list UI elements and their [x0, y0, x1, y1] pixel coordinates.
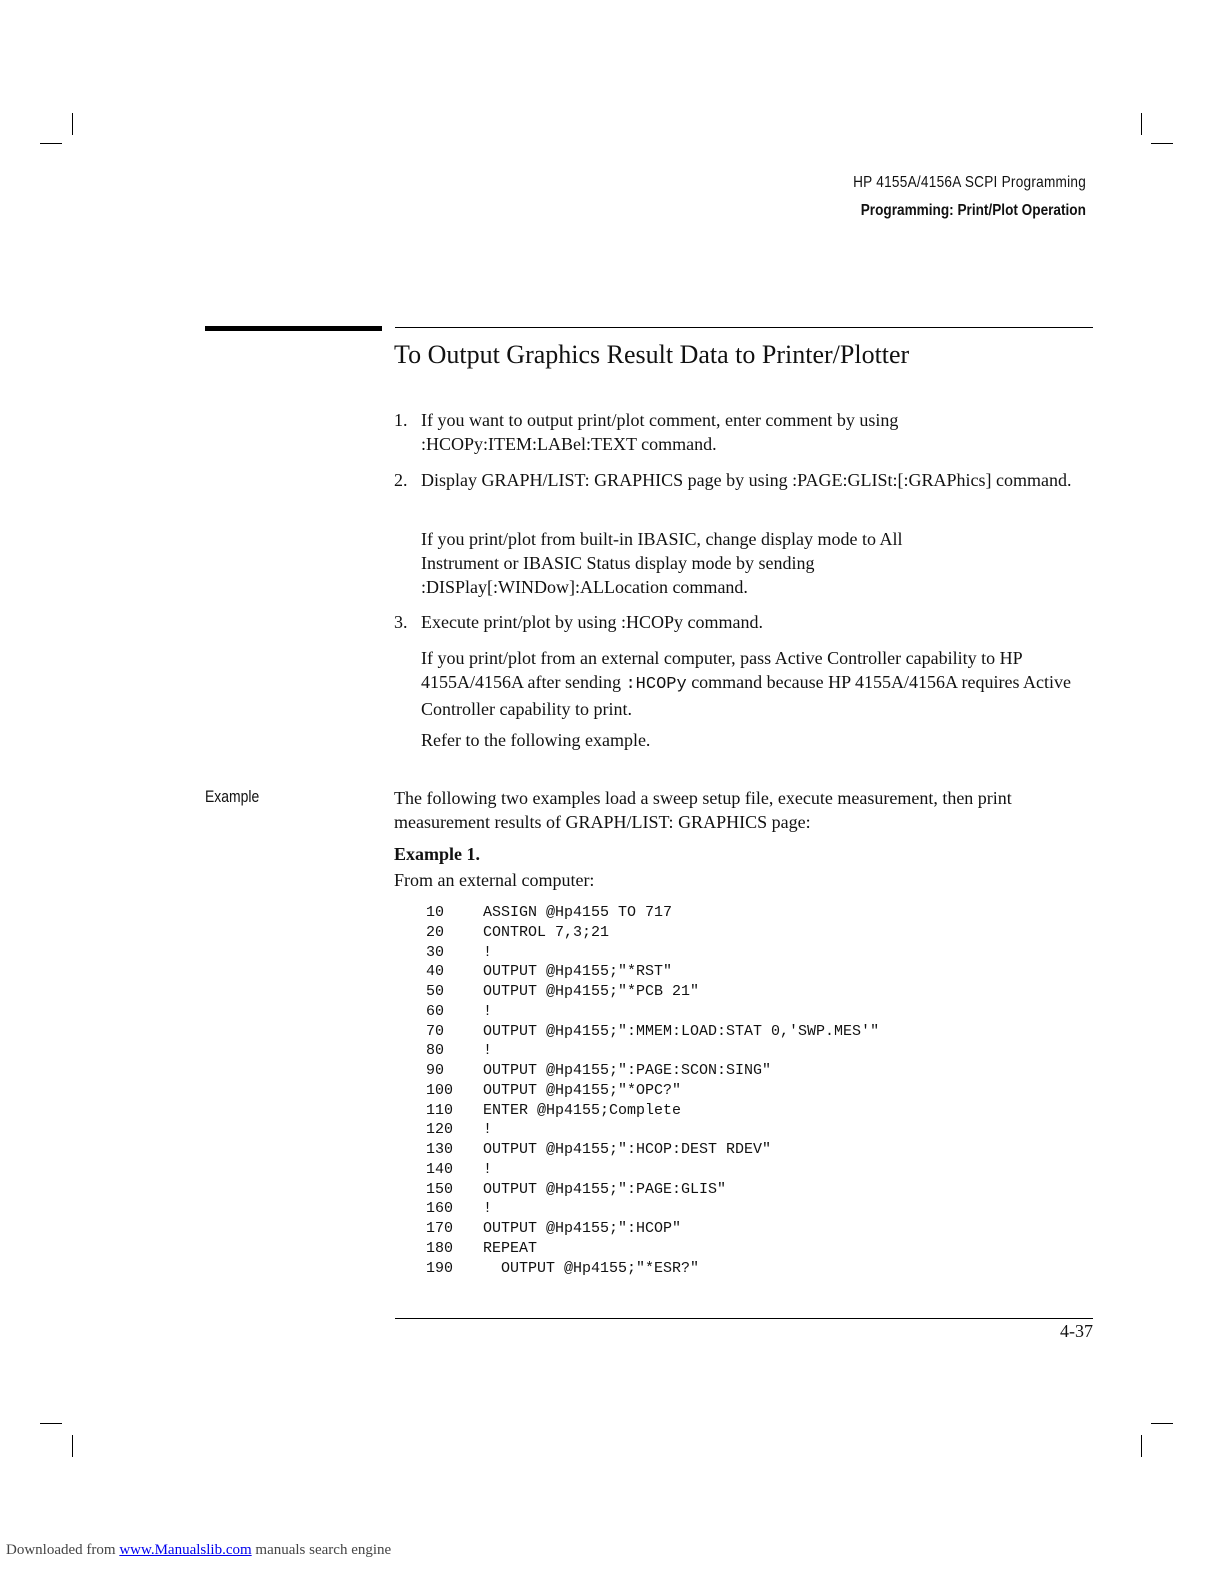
code-line	[426, 1239, 879, 1259]
code-line	[426, 1219, 879, 1239]
note-text: command because HP 4155A/4156A requires Active Controller capability to print.	[421, 672, 1071, 719]
code-line	[426, 1259, 879, 1279]
code-line-number: 130	[426, 1141, 454, 1158]
crop-mark	[1151, 1423, 1173, 1424]
code-line-number: 140	[426, 1160, 454, 1178]
code-line-text: OUTPUT @Hp4155;":PAGE:SCON:SING"	[483, 1062, 772, 1079]
code-line-number: 160	[426, 1200, 454, 1218]
footer-rule	[395, 1318, 1093, 1319]
step-text: Execute print/plot by using :HCOPy command.	[421, 612, 763, 632]
code-line-text: !	[483, 943, 493, 961]
code-line-text: REPEAT	[483, 1239, 538, 1257]
crop-mark	[1151, 143, 1173, 144]
code-line-text: OUTPUT @Hp4155;"*ESR?"	[483, 1259, 700, 1277]
code-line	[426, 923, 879, 943]
crop-mark	[40, 1423, 62, 1424]
code-line	[426, 943, 879, 963]
code-line-number: 110	[426, 1101, 454, 1119]
code-line-text: OUTPUT @Hp4155;":MMEM:LOAD:STAT 0,'SWP.MES'"	[483, 1022, 880, 1040]
code-line	[426, 982, 879, 1002]
step-3-note-2: Refer to the following example.	[421, 730, 651, 750]
crop-mark	[1141, 1435, 1142, 1457]
code-line-number: 10	[426, 904, 445, 921]
code-line-text: !	[483, 1121, 493, 1139]
crop-mark	[72, 1435, 73, 1457]
code-line-number: 20	[426, 923, 445, 941]
code-line-number: 190	[426, 1259, 454, 1277]
code-line	[426, 1002, 879, 1022]
crop-mark	[40, 143, 62, 144]
footer-prefix: Downloaded from	[6, 1542, 120, 1558]
step-number: 2.	[394, 470, 408, 490]
code-line	[426, 962, 879, 982]
section-rule-thin	[395, 327, 1093, 328]
code-line	[426, 1199, 879, 1219]
code-line-text: OUTPUT @Hp4155;"*RST"	[483, 963, 673, 981]
code-line-text: ENTER @Hp4155;Complete	[483, 1101, 682, 1119]
step-text: If you want to output print/plot comment, enter comment by using :HCOPy:ITEM:LABel:TEXT command.	[421, 410, 899, 454]
page-number: 4-37	[1060, 1321, 1093, 1341]
code-listing	[426, 903, 879, 1278]
code-line	[426, 1041, 879, 1061]
code-line-number: 60	[426, 1002, 445, 1020]
code-line-number: 100	[426, 1081, 454, 1099]
code-line-number: 70	[426, 1022, 445, 1040]
step-2	[394, 468, 1094, 516]
code-line-number: 180	[426, 1239, 454, 1257]
code-line-text: !	[483, 1200, 493, 1218]
code-line-number: 40	[426, 963, 445, 981]
code-line-number: 170	[426, 1220, 454, 1237]
running-header-title: HP 4155A/4156A SCPI Programming	[853, 174, 1086, 191]
code-line-number: 50	[426, 983, 445, 1000]
code-line-text: OUTPUT @Hp4155;":PAGE:GLIS"	[483, 1180, 727, 1198]
code-line-number: 80	[426, 1042, 445, 1060]
code-line-text: !	[483, 1160, 493, 1178]
code-line	[426, 1022, 879, 1042]
crop-mark	[1141, 113, 1142, 135]
code-line	[426, 1160, 879, 1180]
code-line-text: OUTPUT @Hp4155;":HCOP"	[483, 1220, 682, 1237]
example-subheading: From an external computer:	[394, 870, 595, 890]
code-line-text: OUTPUT @Hp4155;":HCOP:DEST RDEV"	[483, 1141, 772, 1158]
code-line-text: !	[483, 1042, 493, 1060]
footer-suffix: manuals search engine	[251, 1542, 392, 1558]
note-text: If you print/plot from an external computer, pass Active Controller capability to HP 4155A/4156A after sending	[421, 648, 1022, 692]
step-text: Display GRAPH/LIST: GRAPHICS page by using :PAGE:GLISt:[:GRAPhics] command.	[421, 470, 1072, 490]
section-title: To Output Graphics Result Data to Printer/Plotter	[394, 340, 910, 369]
section-rule-thick	[205, 326, 382, 331]
code-line-number: 90	[426, 1062, 445, 1079]
code-line-text: CONTROL 7,3;21	[483, 923, 610, 941]
code-line	[426, 1180, 879, 1200]
code-line-number: 30	[426, 943, 445, 961]
code-line	[426, 903, 879, 923]
example-heading: Example 1.	[394, 844, 481, 864]
code-line	[426, 1081, 879, 1101]
step-1	[394, 408, 1094, 456]
note-code: :HCOPy	[625, 675, 687, 694]
step-2-note: If you print/plot from built-in IBASIC, change display mode to All Instrument or IBASIC Status display mode by sending :DISPlay[:WINDow]:ALLocation command.	[421, 529, 903, 597]
step-3-note	[421, 646, 1101, 721]
manualslib-link[interactable]: www.Manualslib.com	[119, 1542, 252, 1558]
example-side-label: Example	[205, 787, 260, 806]
crop-mark	[72, 113, 73, 135]
code-line-number: 120	[426, 1121, 454, 1139]
code-line	[426, 1061, 879, 1081]
step-number: 3.	[394, 612, 408, 632]
code-line	[426, 1101, 879, 1121]
code-line-number: 150	[426, 1180, 454, 1198]
download-footer	[6, 1542, 391, 1559]
code-line	[426, 1140, 879, 1160]
code-line	[426, 1120, 879, 1140]
step-3	[394, 610, 1094, 634]
code-line-text: OUTPUT @Hp4155;"*OPC?"	[483, 1081, 682, 1099]
example-intro: The following two examples load a sweep setup file, execute measurement, then print measurement results of GRAPH/LIST: GRAPHICS page:	[394, 788, 1012, 832]
step-number: 1.	[394, 410, 408, 430]
code-line-text: OUTPUT @Hp4155;"*PCB 21"	[483, 983, 700, 1000]
running-header-section: Programming: Print/Plot Operation	[860, 202, 1086, 219]
code-line-text: ASSIGN @Hp4155 TO 717	[483, 904, 673, 921]
code-line-text: !	[483, 1002, 493, 1020]
